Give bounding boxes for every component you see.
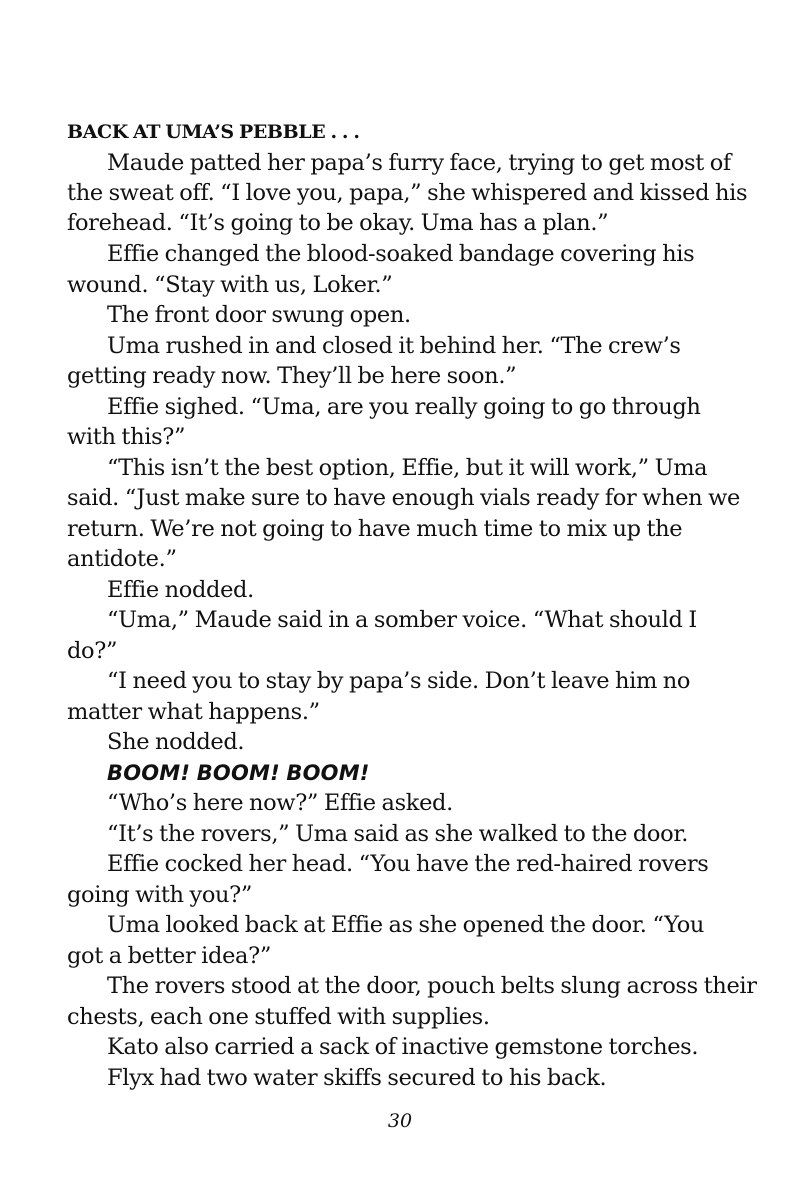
text-line: chests, each one stuffed with supplies. (67, 1004, 490, 1030)
text-line: forehead. “It’s going to be okay. Uma has a plan.” (67, 210, 609, 236)
text-line: Effie nodded. (107, 577, 254, 603)
text-line: matter what happens.” (67, 699, 320, 725)
text-line: The front door swung open. (107, 302, 411, 328)
text-line: going with you?” (67, 882, 253, 908)
page-number: 30 (387, 1110, 413, 1132)
text-line: “Who’s here now?” Effie asked. (107, 790, 453, 816)
text-line: “Uma,” Maude said in a somber voice. “What should I (107, 607, 697, 633)
text-line: Uma rushed in and closed it behind her. “The crew’s (107, 333, 681, 359)
text-line: “This isn’t the best option, Effie, but it will work,” Uma (107, 455, 708, 481)
text-line: do?” (67, 638, 118, 664)
text-line: Uma looked back at Effie as she opened the door. “You (107, 912, 705, 938)
text-line: Kato also carried a sack of inactive gemstone torches. (107, 1034, 699, 1060)
text-line: with this?” (67, 424, 186, 450)
text-line: Flyx had two water skiffs secured to his back. (107, 1065, 607, 1091)
text-line: return. We’re not going to have much time to mix up the (67, 516, 683, 542)
text-line: said. “Just make sure to have enough vials ready for when we (67, 485, 740, 511)
text-line: “It’s the rovers,” Uma said as she walked to the door. (107, 821, 689, 847)
text-line: “I need you to stay by papa’s side. Don’t leave him no (107, 668, 691, 694)
text-line: getting ready now. They’ll be here soon.” (67, 363, 517, 389)
text-line: Effie changed the blood-soaked bandage covering his (107, 241, 695, 267)
text-line: Effie sighed. “Uma, are you really going to go through (107, 394, 701, 420)
text-line: got a better idea?” (67, 943, 271, 969)
text-line: wound. “Stay with us, Loker.” (67, 272, 393, 298)
text-line: antidote.” (67, 546, 177, 572)
text-line: The rovers stood at the door, pouch belts slung across their (107, 973, 757, 999)
text-line: Effie cocked her head. “You have the red-haired rovers (107, 851, 709, 877)
text-line: the sweat off. “I love you, papa,” she whispered and kissed his (67, 180, 748, 206)
text-line: Maude patted her papa’s furry face, trying to get most of (107, 150, 731, 176)
sound-effect-text: BOOM! BOOM! BOOM! (107, 761, 370, 785)
section-heading: BACK AT UMA’S PEBBLE . . . (67, 121, 360, 143)
text-line: She nodded. (107, 729, 245, 755)
